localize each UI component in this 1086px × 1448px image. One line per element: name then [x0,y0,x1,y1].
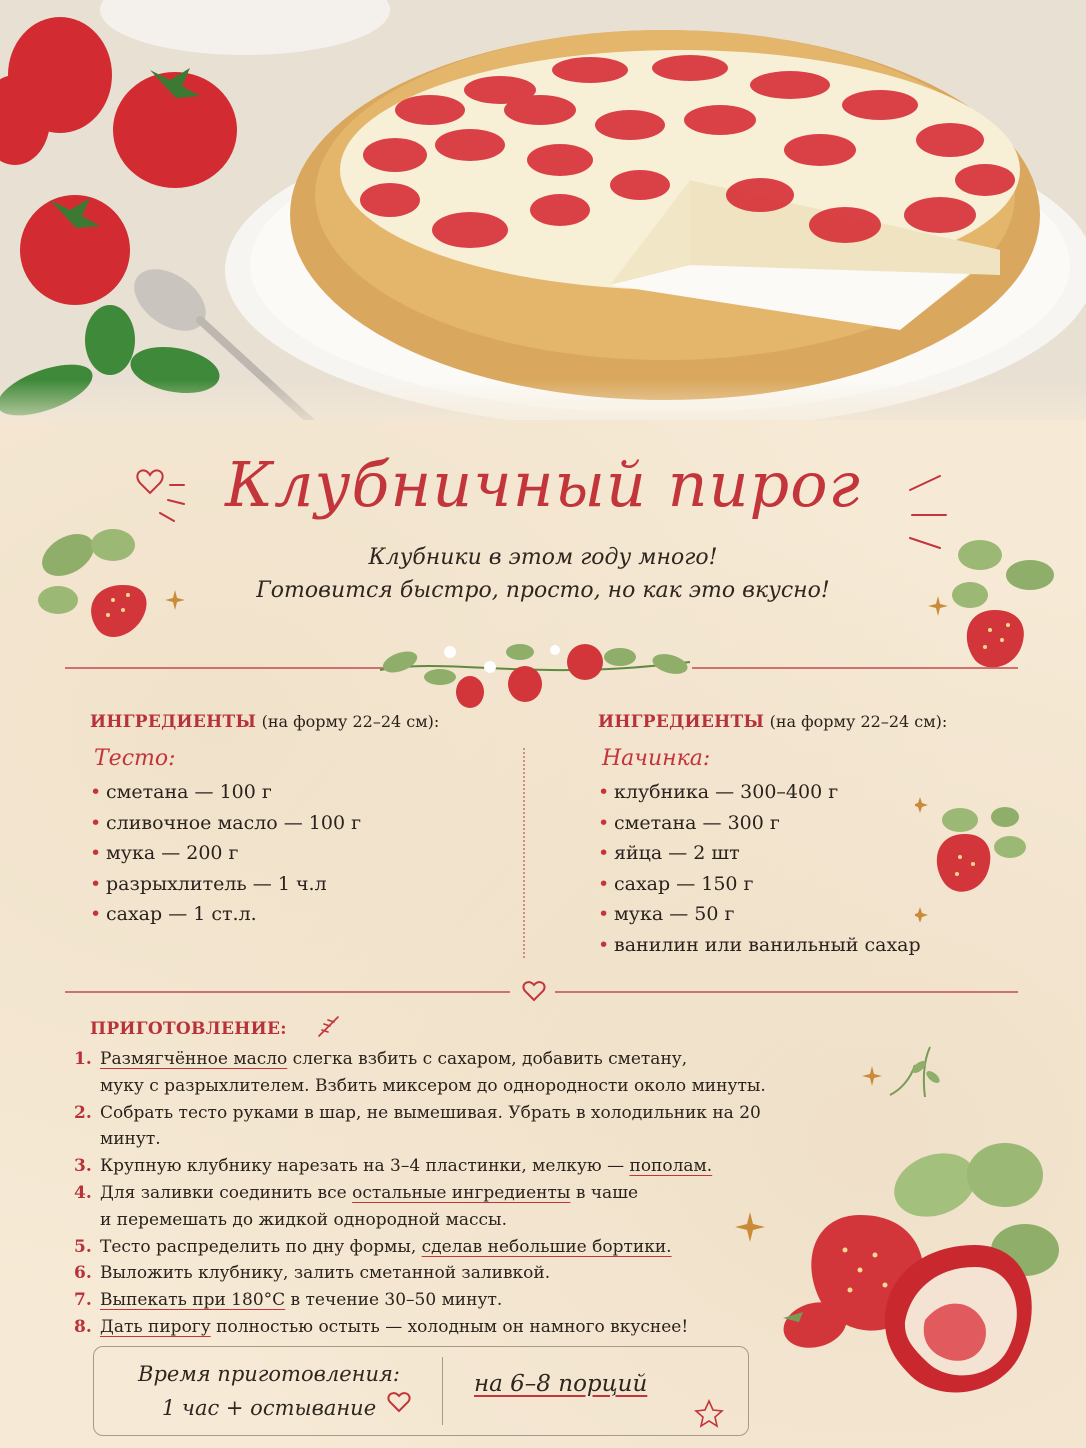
ingredients-heading-label: ИНГРЕДИЕНТЫ [90,712,257,732]
sparkle-icon [862,1066,882,1086]
servings-label: на 6–8 порций [474,1371,648,1397]
step-number: 3. [74,1156,92,1177]
step-item [74,1314,794,1341]
list-item: • ванилин или ванильный сахар [598,930,1028,961]
step-number: 8. [74,1316,92,1337]
ingredients-heading-note: (на форму 22–24 см): [261,712,440,731]
ingredients-heading [598,712,1028,732]
list-item: • клубника — 300–400 г [598,777,1028,808]
step-highlight: Выпекать при 180°С [100,1290,286,1311]
step-number: 6. [74,1263,92,1284]
servings [474,1371,694,1397]
ingredients-heading-label: ИНГРЕДИЕНТЫ [598,712,765,732]
sparkle-icon [165,590,185,630]
cooking-info-box [93,1346,749,1436]
step-text: слегка взбить с сахаром, добавить сметану, [287,1049,688,1069]
strawberry-illustration-left [28,515,168,640]
step-item [74,1260,794,1287]
preparation-heading: ПРИГОТОВЛЕНИЕ: [90,1019,287,1039]
step-text: в течение 30–50 минут. [285,1290,503,1311]
step-item [74,1100,794,1154]
ingredients-dough [90,712,510,930]
step-item [74,1046,794,1100]
step-highlight: остальные ингредиенты [352,1182,571,1203]
strawberry-illustration-small [915,792,1035,922]
step-highlight: Размягчённое масло [100,1049,288,1069]
heart-icon [521,978,547,1004]
hero-photo [0,0,1086,430]
preparation-steps [74,1046,794,1341]
section-divider [692,667,1018,669]
step-highlight: сделав небольшие бортики. [421,1236,672,1257]
sparkle-icon [928,596,948,620]
step-number: 1. [74,1049,92,1069]
step-continuation: и перемешать до жидкой однородной массы. [100,1209,507,1230]
cooking-time-value: 1 час + остывание [161,1396,377,1420]
recipe-title: Клубничный пирог [225,448,861,521]
filling-group-title: Начинка: [602,746,711,771]
step-text: Для заливки соединить все [100,1182,353,1203]
heart-icon [386,1389,412,1415]
leaf-doodle-icon [316,1014,342,1040]
step-text: Крупную клубнику нарезать на 3–4 пластинки, мелкую — [100,1156,630,1177]
list-item: • яйца — 2 шт [598,838,1028,869]
list-item: • разрыхлитель — 1 ч.л [90,869,510,900]
step-text: Тесто распределить по дну формы, [100,1236,422,1257]
info-separator [442,1357,443,1425]
step-item [74,1287,794,1314]
step-number: 2. [74,1102,92,1123]
list-item: • сметана — 100 г [90,777,510,808]
list-item: • сахар — 150 г [598,869,1028,900]
subtitle-line-1: Клубники в этом году много! [368,545,718,570]
section-divider [65,667,387,669]
step-item [74,1180,794,1234]
list-item: • мука — 50 г [598,899,1028,930]
list-item: • сливочное масло — 100 г [90,808,510,839]
column-separator [523,748,525,958]
leaf-sprig-icon [905,1042,945,1102]
strawberry-vine-icon [370,622,700,714]
subtitle-line-2: Готовится быстро, просто, но как это вкусно! [256,578,830,603]
strawberry-illustration-right [940,525,1070,675]
ingredients-heading-note: (на форму 22–24 см): [769,712,948,731]
step-item [74,1234,794,1261]
list-item: • сметана — 300 г [598,808,1028,839]
step-item [74,1153,794,1180]
sparkle-icon [735,1212,765,1242]
step-number: 4. [74,1182,92,1203]
dough-ingredient-list [90,777,510,930]
star-doodle-icon [694,1399,724,1429]
section-divider [555,991,1018,993]
list-item: • мука — 200 г [90,838,510,869]
dough-group-title: Тесто: [94,746,176,771]
step-highlight: пополам. [629,1156,713,1177]
step-highlight: Дать пирогу [100,1316,211,1337]
step-text: Выложить клубнику, залить сметанной заливкой. [100,1263,551,1284]
ingredients-heading [90,712,510,732]
step-continuation: муку с разрыхлителем. Взбить миксером до однородности около минуты. [100,1075,766,1096]
step-number: 5. [74,1236,92,1257]
step-text: Собрать тесто руками в шар, не вымешивая. Убрать в холодильник на 20 минут. [100,1102,761,1150]
cooking-time-label: Время приготовления: [138,1362,400,1386]
strawberry-pie-photo [0,0,1086,430]
section-divider [65,991,510,993]
step-number: 7. [74,1290,92,1311]
step-text: полностью остыть — холодным он намного вкуснее! [210,1316,689,1337]
step-text: в чаше [570,1182,639,1203]
list-item: • сахар — 1 ст.л. [90,899,510,930]
